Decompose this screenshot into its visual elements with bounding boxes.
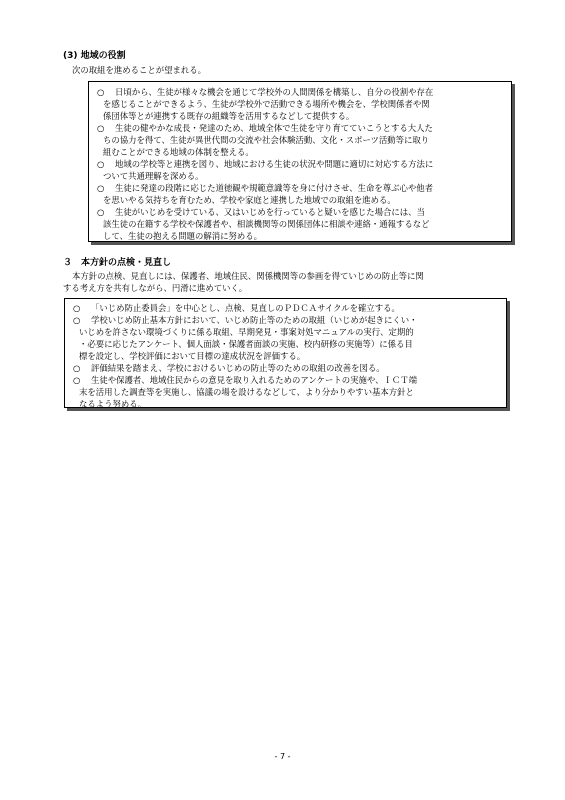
list-item-line: 日頃から、生徒が様々な機会を通じて学校外の人間関係を構築し、自分の役割や存在 [115,87,434,97]
list-item-line: 評価結果を踏まえ、学校におけるいじめの防止等のための取組の改善を図る。 [91,363,385,373]
list-item-line: して、生徒の抱える問題の解消に努める。 [103,231,262,241]
list-item-line: 生徒に発達の段階に応じた道徳観や規範意識等を身に付けさせ、生命を尊ぶ心や他者 [115,183,433,193]
list-item-line: を思いやる気持ちを育むため、学校や家庭と連携した地域での取組を進める。 [103,195,396,205]
section-heading-regional-role: (3) 地域の役割 [63,51,126,61]
list-item-line: 該生徒の在籍する学校や保護者や、相談機関等の関係団体に相談や連絡・通報するなど [103,219,430,229]
section-heading-review: ３ 本方針の点検・見直し [63,258,172,268]
section-intro-line: する考え方を共有しながら、円滑に進めていく。 [63,283,248,293]
list-item-line: いじめを許さない環境づくりに係る取組、早期発見・事案対処マニュアルの実行、定期的 [79,327,414,337]
list-item-line: 生徒や保護者、地域住民からの意見を取り入れるためのアンケートの実施や、ＩＣＴ端 [91,375,417,385]
section-intro: 次の取組を進めることが望まれる。 [72,65,206,75]
review-box [64,298,507,408]
list-item-line: 末を活用した調査等を実施し、協議の場を設けるなどして、より分かりやすい基本方針と [79,387,414,397]
list-item-line: ついて共通理解を深める。 [103,171,204,181]
list-item-line: 標を設定し、学校評価において目標の達成状況を評価する。 [79,351,306,361]
list-item-line: なるよう努める。 [79,399,146,409]
regional-role-box [88,81,512,242]
bullet-mark: ○ [97,183,105,193]
bullet-mark: ○ [73,375,81,385]
bullet-mark: ○ [97,207,105,217]
list-item-line: ちの協力を得て、生徒が異世代間の交流や社会体験活動、文化・スポーツ活動等に取り [103,135,430,145]
list-item-line: 係団体等とが連携する既存の組織等を活用するなどして提供する。 [103,111,355,121]
list-item-line: ・必要に応じたアンケート、個人面談・保護者面談の実施、校内研修の実施等）に係る目 [79,339,413,349]
list-item-line: 学校いじめ防止基本方針において、いじめ防止等のための取組（いじめが起きにくい・ [91,315,418,325]
bullet-mark: ○ [97,123,105,133]
list-item-line: 生徒がいじめを受けている、又はいじめを行っていると疑いを感じた場合には、当 [115,207,425,217]
bullet-mark: ○ [73,315,81,325]
list-item-line: を感じることができるよう、生徒が学校外で活動できる場所や機会を、学校関係者や関 [103,99,430,109]
bullet-mark: ○ [97,159,105,169]
bullet-mark: ○ [73,303,81,313]
section-intro-line: 本方針の点検、見直しには、保護者、地域住民、関係機関等の参画を得ていじめの防止等に関 [72,271,424,281]
list-item-line: 組むことができる地域の体制を整える。 [103,147,254,157]
page-number: - 7 - [274,752,291,761]
list-item-line: 地域の学校等と連携を図り、地域における生徒の状況や問題に適切に対応する方法に [115,159,434,169]
list-item-line: 生徒の健やかな成長・発達のため、地域全体で生徒を守り育てていこうとする大人た [115,123,433,133]
list-item-line: 「いじめ防止委員会」を中心とし、点検、見直しのＰＤＣＡサイクルを確立する。 [91,303,400,313]
bullet-mark: ○ [97,87,105,97]
bullet-mark: ○ [73,363,81,373]
